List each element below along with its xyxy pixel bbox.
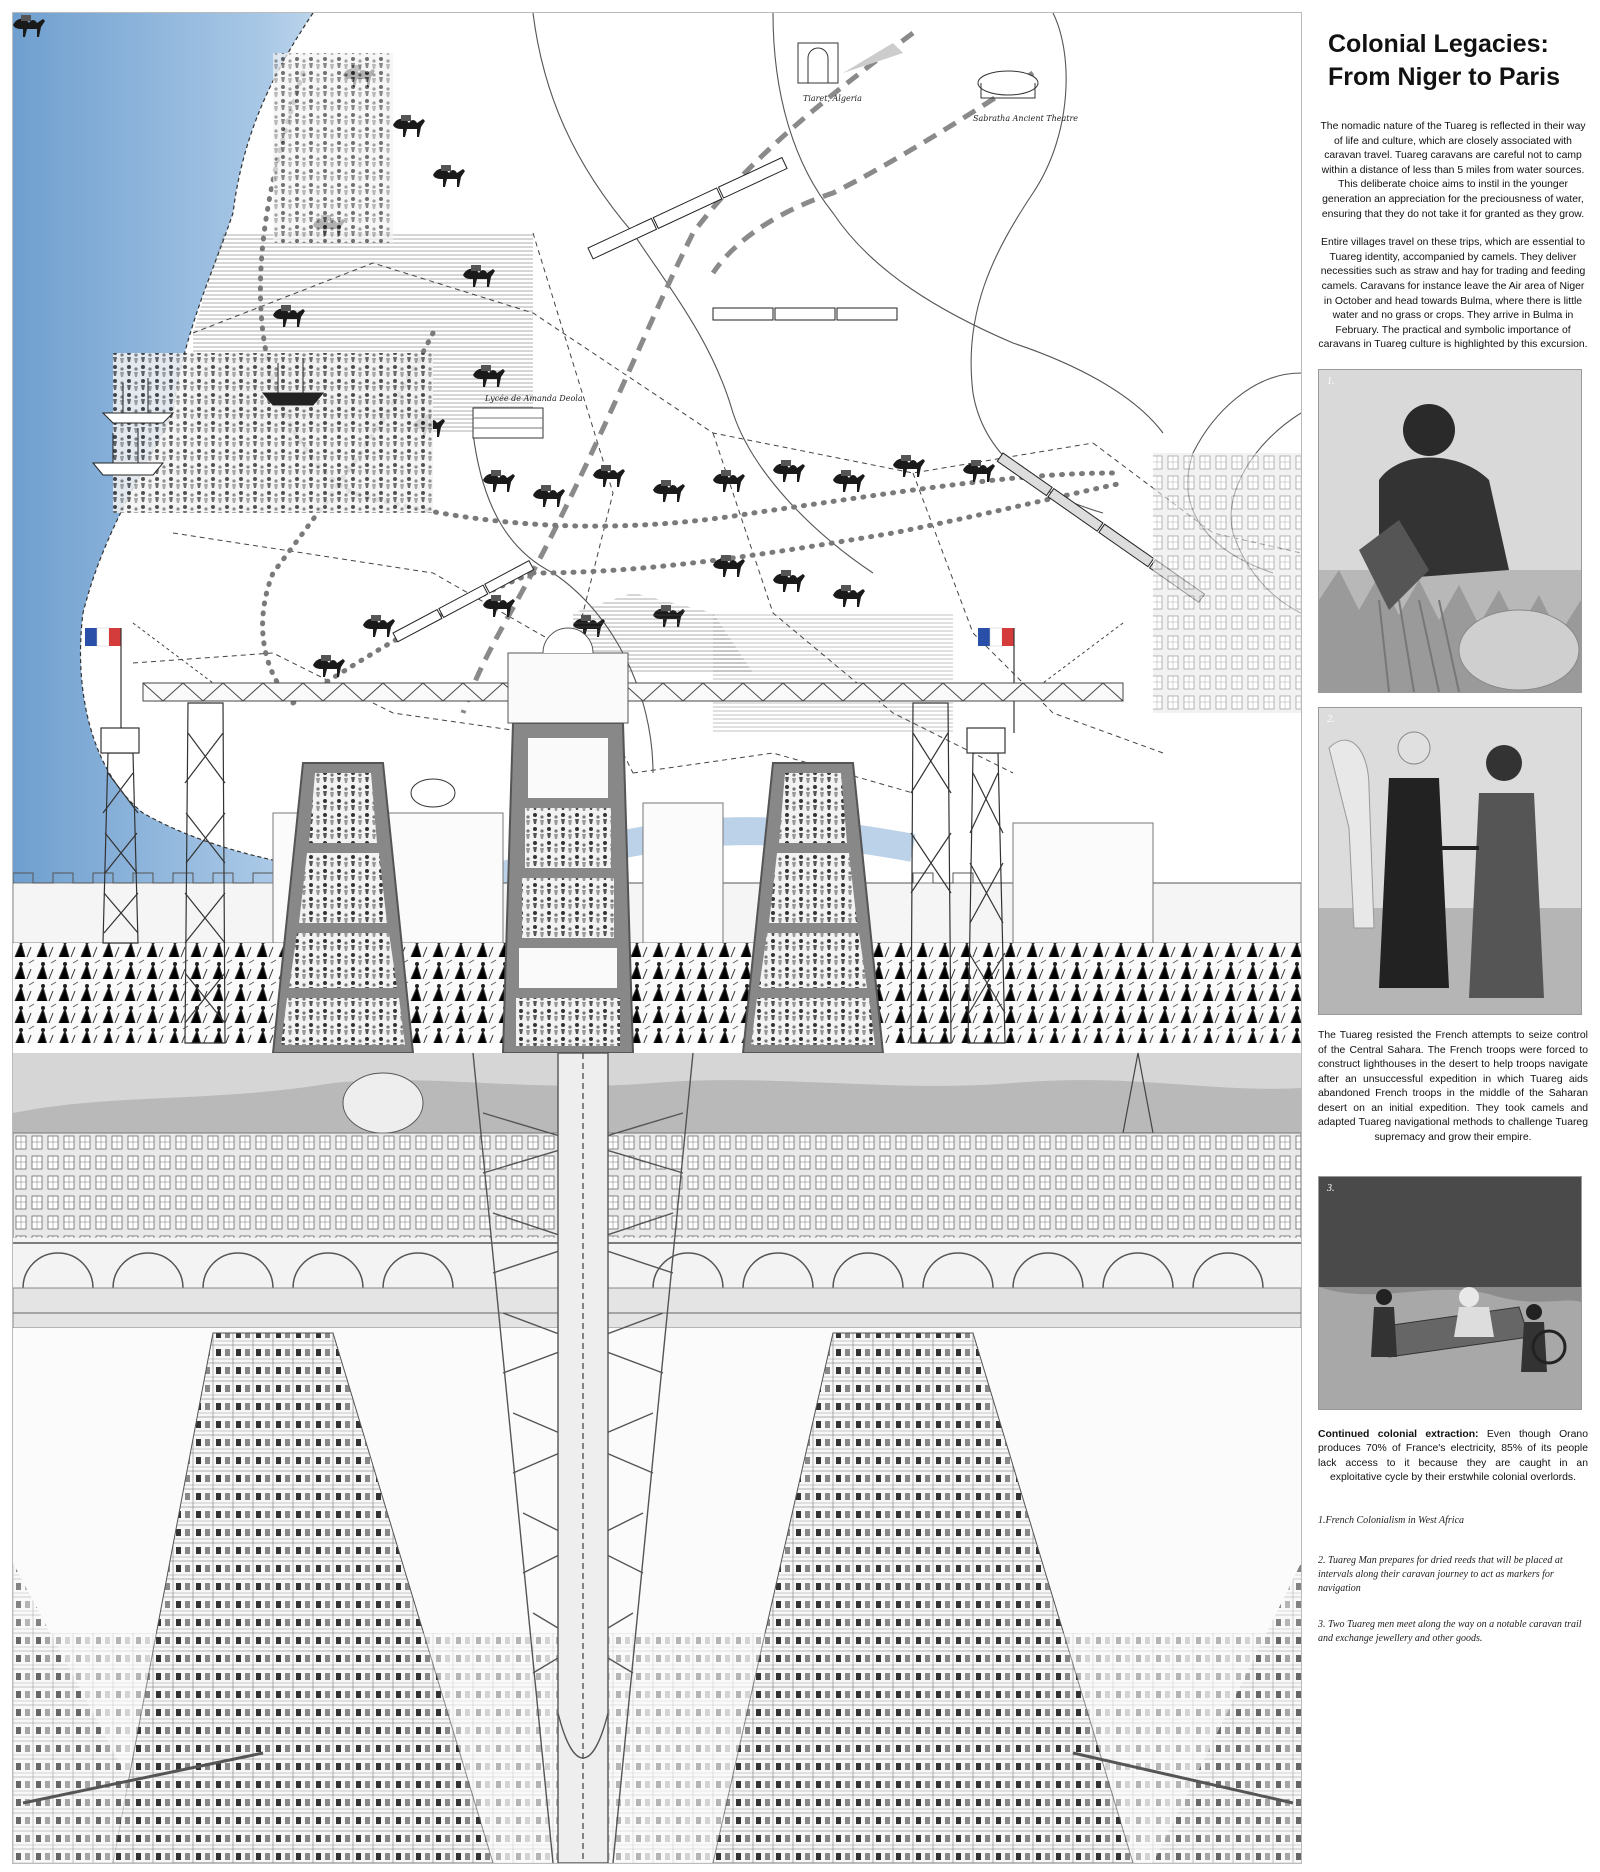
french-flag-left [85, 628, 121, 733]
label-lycee: Lycée de Amanda Deola [485, 394, 583, 403]
collage-svg [13, 13, 1301, 1863]
photo-colonialism [1318, 1176, 1582, 1410]
photo-3-image [1319, 1177, 1581, 1409]
caravan-routes [463, 33, 1033, 713]
photo-1-number: 1. [1327, 375, 1335, 387]
text-panel [1318, 28, 1588, 1858]
tower-center [503, 628, 633, 1053]
tram-band [13, 1288, 1301, 1328]
tower-left [273, 763, 413, 1053]
viaduct-arches [13, 1238, 1301, 1288]
french-flag-right [978, 628, 1014, 733]
photo-2-number: 2. [1327, 713, 1335, 725]
poster-title [1328, 28, 1588, 94]
label-tiaret: Tiaret, Algeria [803, 94, 862, 103]
collage-artwork [12, 12, 1302, 1864]
label-sabratha: Sabratha Ancient Theatre [973, 114, 1079, 123]
extraction-heading: Continued colonial extraction: [1318, 1428, 1479, 1440]
extraction-text: Even though Orano produces 70% of France's electricity, 85% of its people lack access to it because they are caught in an exploitative cycle by their erstwhile colonial overlords. [1318, 1428, 1588, 1484]
caption-3: 3. Two Tuareg men meet along the way on a notable caravan trail and exchange jewellery and other goods. [1318, 1619, 1582, 1645]
tower-right [743, 763, 883, 1053]
paragraph-villages: Entire villages travel on these trips, which are essential to Tuareg identity, accompanied by camels. They deliver necessities such as straw and hay for trading and feeding camels. Caravans for instance leave the Air area of Niger in October and head towards Bulma, where there is little water and no grass or crops. They arrive in Bulma in February. The practical and symbolic importance of caravans in Tuareg culture is highlighted by this excursion. [1318, 237, 1588, 351]
title-line-2: From Niger to Paris [1328, 63, 1560, 91]
paragraph-resistance: The Tuareg resisted the French attempts to seize control of the Central Sahara. The French troops were forced to construct lighthouses in the desert to help troops navigate after an unsuccessful expedition in which Tuareg aids abandoned French troops in the middle of the Saharan desert on an initial expedition. They took camels and adapted Tuareg navigational methods to challenge Tuareg supremacy and grow their empire. [1318, 1029, 1588, 1144]
title-line-1: Colonial Legacies: [1328, 30, 1549, 58]
photo-tuareg-meeting [1318, 707, 1582, 1015]
haussmann-facades [13, 1133, 1301, 1243]
dome-building [343, 1073, 423, 1133]
paragraph-caravans: The nomadic nature of the Tuareg is reflected in their way of life and culture, which are closely associated with caravan travel. Tuareg caravans are careful not to camp within a distance of less than 5 miles from water sources. This deliberate choice aims to instil in the younger generation an appreciation for the preciousness of water, ensuring that they do not take it for granted as they grow. [1320, 121, 1586, 220]
photo-2-image [1319, 708, 1581, 1014]
photo-tuareg-reeds [1318, 369, 1582, 693]
battle-scene [13, 943, 1301, 1043]
colonial-crowd-scene [113, 353, 433, 513]
paragraph-extraction [1318, 1428, 1588, 1486]
photo-3-number: 3. [1327, 1182, 1335, 1194]
caption-1: 1.French Colonialism in West Africa [1318, 1515, 1465, 1527]
photo-1-image [1319, 370, 1581, 692]
caption-2: 2. Tuareg Man prepares for dried reeds that will be placed at intervals along their caravan journey to act as markers for navigation [1318, 1555, 1563, 1595]
